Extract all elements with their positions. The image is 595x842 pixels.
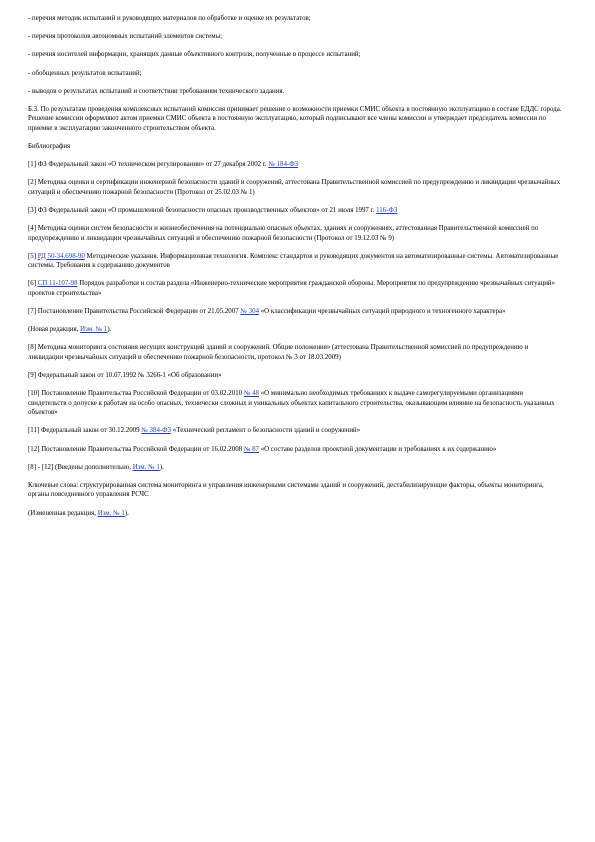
reference-3: [3] ФЗ Федеральный закон «О промышленной безопасности опасных производственных объектов» от 21 июля 1997 г. 116-ФЗ — [28, 207, 398, 215]
list-item — [28, 69, 563, 78]
reference-link[interactable]: № 48 — [243, 390, 260, 398]
list-item-text: - перечня методик испытаний и руководящих материалов по обработке и оценке их результатов; — [28, 15, 311, 22]
list-item-text: - обобщенных результатов испытаний; — [28, 69, 142, 77]
reference-link[interactable]: № 384-ФЗ — [141, 427, 172, 435]
reference-link[interactable]: СП 11-107-98 — [37, 280, 78, 288]
reference-link[interactable]: № 304 — [240, 308, 260, 316]
reference-7: [7] Постановление Правительства Российской Федерации от 21.05.2007 № 304 «О классификации чрезвычайных ситуаций природного и техногенного характера» — [28, 308, 506, 316]
list-item — [28, 50, 563, 59]
amendment-note: [8] - [12] (Введены дополнительно, Изм. № 1). — [28, 463, 164, 471]
amendment-link[interactable]: Изм. № 1 — [97, 509, 125, 517]
reference-6: [6] СП 11-107-98 Порядок разработки и состав раздела «Инженерно-технические мероприятия гражданской обороны. Мероприятия по предупреждению чрезвычайных ситуаций» проектов строительства» — [28, 280, 556, 297]
list-item-text: - перечня протоколов автономных испытаний элементов системы; — [28, 33, 223, 41]
list-item-text: - выводов о результатах испытаний и соответствии требованиям технического задания. — [28, 87, 285, 95]
reference-9: [9] Федеральный закон от 10.07.1992 № 3266-1 «Об образовании» — [28, 372, 222, 380]
amendment-note: (Новая редакция, Изм. № 1). — [28, 326, 112, 334]
list-item-text: - перечня носителей информации, хранящих данные объективного контроля, полученные в процессе испытаний; — [28, 51, 361, 59]
reference-link[interactable]: 116-ФЗ — [376, 207, 398, 215]
reference-link[interactable]: № 87 — [243, 445, 260, 453]
reference-2: [2] Методика оценки и сертификации инженерной безопасности зданий и сооружений, аттестована Правительственной комиссией по предупреждению и ликвидации чрезвычайных ситуаций и обеспечению пожарной безопасности (Протокол от 25.02.03 № 1) — [28, 179, 561, 196]
reference-link[interactable]: РД 50-34.698-90 — [37, 252, 85, 260]
reference-10: [10] Постановление Правительства Российской Федерации от 03.02.2010 № 48 «О минимально необходимых требованиях к выдаче саморегулируемыми организациями свидетельств о допуске к работам на особо опасных, технически сложных и уникальных объектах капитального строительства, оказывающим влияние на безопасность указанных объектов» — [28, 390, 555, 417]
reference-8: [8] Методика мониторинга состояния несущих конструкций зданий и сооружений. Общие положения» (аттестована Правительственной комиссией по предупреждению и ликвидации чрезвычайных ситуаций и обеспечению пожарной безопасности, протокол № 3 от 18.03.2009) — [28, 344, 529, 361]
amendment-link[interactable]: Изм. № 1 — [80, 326, 108, 334]
reference-12: [12] Постановление Правительства Российской Федерации от 16.02.2008 № 87 «О составе разделов проектной документации и требованиях к их содержанию» — [28, 445, 497, 453]
bibliography-heading: Библиография — [28, 143, 71, 151]
list-item — [28, 14, 563, 23]
reference-5: [5] РД 50-34.698-90 Методические указания. Информационная технология. Комплекс стандартов и руководящих документов на автоматизированные системы. Автоматизированные системы. Требования к содержанию документов — [28, 252, 559, 270]
reference-4: [4] Методика оценки систем безопасности и жизнеобеспечения на потенциально опасных объектах, зданиях и сооружениях, аттестованная Правительственной комиссией по предупреждению и ликвидации чрезвычайных ситуаций и обеспечению пожарной безопасности (Протокол от 19.12.03 № 9) — [28, 225, 539, 242]
paragraph-b3: Б.3. По результатам проведения комплексных испытаний комиссия принимает решение о возможности приемки СМИС объекта в постоянную эксплуатацию в составе ЕДДС города. Решение комиссии оформляют актом приемки СМИС объекта в постоянную эксплуатацию, который подписывают все члены комиссии и утверждает председатель комиссии по приемке в эксплуатацию законченного строительством объекта. — [28, 106, 562, 132]
list-item — [28, 32, 563, 41]
keywords-paragraph: Ключевые слова: структурированная система мониторинга и управления инженерными системами зданий и сооружений, дестабилизирующие факторы, объекты мониторинга, органы повседневного управления РСЧС — [28, 481, 544, 499]
reference-11: [11] Федеральный закон от 30.12.2009 № 384-ФЗ «Технический регламент о безопасности зданий и сооружений» — [28, 427, 361, 435]
amendment-note: (Измененная редакция, Изм. № 1). — [28, 509, 129, 517]
amendment-link[interactable]: Изм. № 1 — [132, 463, 160, 471]
list-item — [28, 87, 563, 96]
document-page — [28, 14, 563, 527]
reference-link[interactable]: № 184-ФЗ — [268, 161, 299, 169]
reference-1: [1] ФЗ Федеральный закон «О техническом регулировании» от 27 декабря 2002 г. № 184-ФЗ — [28, 161, 299, 169]
